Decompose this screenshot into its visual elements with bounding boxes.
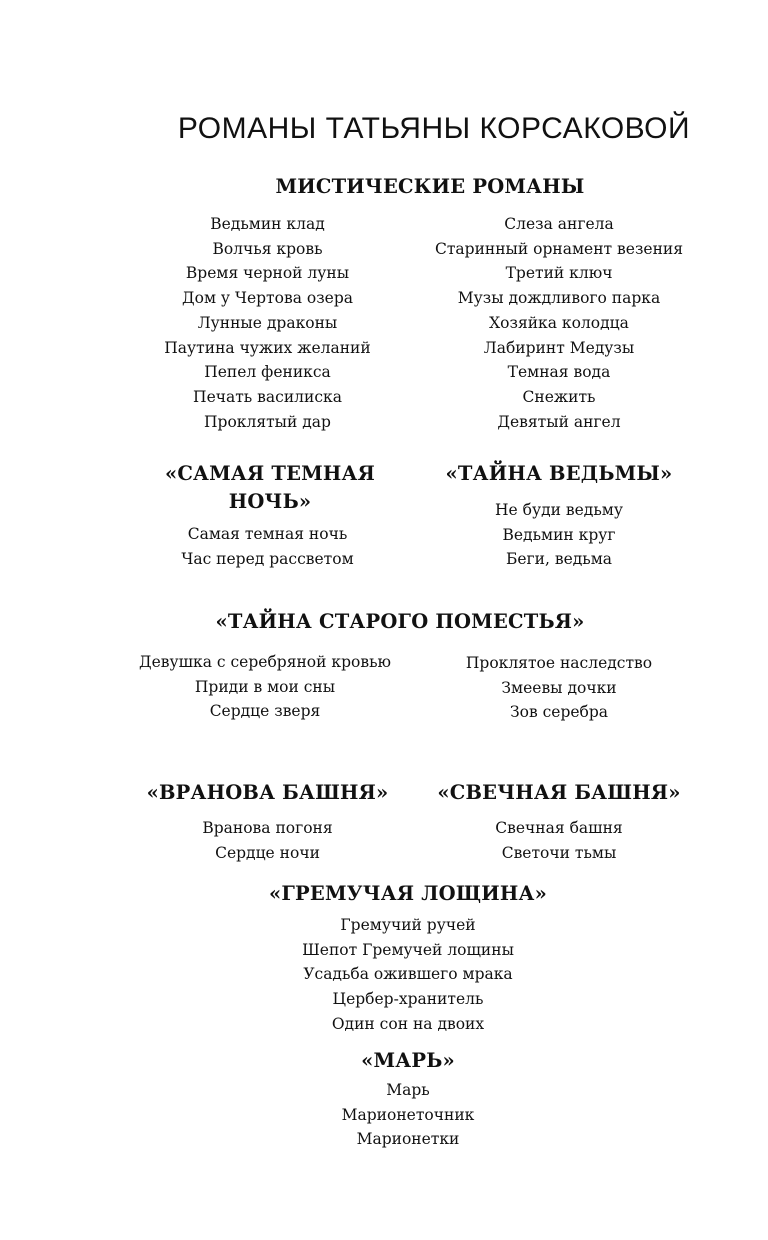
book-title: Марионеточник — [341, 1105, 475, 1124]
mar-list — [258, 1078, 558, 1152]
book-title: Дом у Чертова озера — [182, 289, 353, 308]
old-estate-list-right — [400, 651, 718, 725]
book-title: Третий ключ — [505, 264, 613, 283]
page-title: РОМАНЫ ТАТЬЯНЫ КОРСАКОВОЙ — [177, 112, 691, 145]
book-title: Девятый ангел — [497, 412, 621, 431]
book-title: Волчья кровь — [212, 239, 323, 258]
book-title: Старинный орнамент везения — [434, 239, 684, 258]
book-title: Паутина чужих желаний — [164, 338, 371, 357]
book-title: Марь — [386, 1081, 430, 1099]
book-title: Сердце ночи — [215, 843, 320, 862]
book-title: Музы дождливого парка — [457, 289, 661, 308]
book-title: Девушка с серебряной кровью — [139, 653, 391, 671]
book-title: Усадьба ожившего мрака — [303, 965, 513, 984]
section-heading-gremuchaya: «ГРЕМУЧАЯ ЛОЩИНА» — [268, 882, 548, 905]
book-title: Приди в мои сны — [194, 677, 336, 696]
book-title: Снежить — [522, 387, 596, 406]
mystic-list-left — [130, 212, 405, 434]
book-title: Беги, ведьма — [505, 550, 613, 569]
mystic-list-right — [400, 212, 718, 434]
old-estate-list-left — [115, 650, 415, 724]
gremuchaya-list — [208, 913, 608, 1037]
book-title: Темная вода — [507, 363, 611, 382]
book-title: Цербер-хранитель — [332, 990, 484, 1009]
book-title: Хозяйка колодца — [489, 313, 629, 332]
book-title: Пепел феникса — [204, 363, 331, 382]
section-heading-darkest-night: «САМАЯ ТЕМНАЯ НОЧЬ» — [164, 462, 376, 513]
witch-secret-list — [400, 498, 718, 572]
candle-tower-list — [400, 816, 718, 865]
section-heading-witch-secret: «ТАЙНА ВЕДЬМЫ» — [445, 462, 673, 485]
book-title: Марионетки — [356, 1130, 460, 1149]
book-title: Один сон на двоих — [331, 1014, 485, 1033]
book-title: Время черной луны — [185, 264, 350, 283]
darkest-night-list — [130, 522, 405, 571]
section-heading-raven-tower: «ВРАНОВА БАШНЯ» — [146, 781, 389, 804]
book-title: Проклятое наследство — [465, 654, 653, 672]
book-title: Лабиринт Медузы — [483, 338, 635, 357]
book-title: Шепот Гремучей лощины — [302, 940, 514, 959]
section-heading-candle-tower: «СВЕЧНАЯ БАШНЯ» — [437, 781, 681, 804]
book-title: Змеевы дочки — [501, 678, 617, 697]
section-heading-mar: «МАРЬ» — [361, 1049, 455, 1072]
raven-tower-list — [130, 816, 405, 865]
book-title: Зов серебра — [509, 703, 609, 722]
book-title: Слеза ангела — [504, 215, 614, 233]
section-heading-mystic: МИСТИЧЕСКИЕ РОМАНЫ — [275, 175, 585, 198]
book-title: Час перед рассветом — [181, 549, 354, 568]
book-title: Самая темная ночь — [187, 525, 348, 543]
book-title: Свечная башня — [495, 819, 623, 837]
book-title: Ведьмин клад — [210, 215, 325, 233]
book-title: Лунные драконы — [197, 313, 338, 332]
book-title: Проклятый дар — [204, 412, 331, 431]
book-title: Не буди ведьму — [495, 501, 623, 519]
book-title: Печать василиска — [193, 387, 342, 406]
book-title: Ведьмин круг — [502, 525, 616, 544]
section-heading-old-estate: «ТАЙНА СТАРОГО ПОМЕСТЬЯ» — [215, 610, 585, 633]
book-title: Вранова погоня — [202, 819, 333, 837]
book-title: Светочи тьмы — [501, 843, 617, 862]
book-title: Сердце зверя — [209, 702, 321, 721]
book-title: Гремучий ручей — [340, 916, 476, 934]
